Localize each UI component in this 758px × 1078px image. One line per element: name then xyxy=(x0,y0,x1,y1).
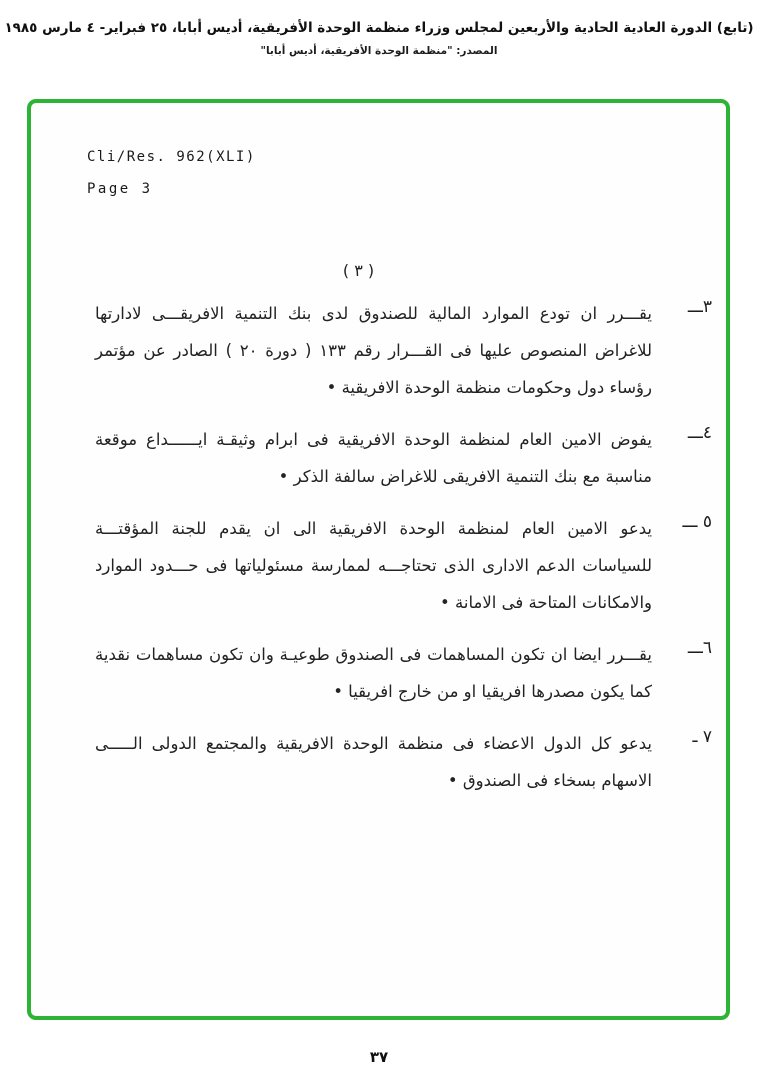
document-page-label: Page 3 xyxy=(87,181,153,197)
paragraph-text: يفوض الامين العام لمنظمة الوحدة الافريقية فى ابرام وثيقـة ايــــــداع موقعة مناسبة مع بنك التنمية الافريقى للاغراض سالفة الذكر • xyxy=(95,430,652,486)
resolution-paragraph xyxy=(83,725,712,799)
source-line: المصدر: "منظمة الوحدة الأفريقية، أديس أبابا" xyxy=(260,45,498,57)
paragraph-number: ٦ـــ xyxy=(687,638,712,658)
resolution-paragraph xyxy=(83,636,712,710)
document-reference: Cli/Res. 962(XLI) xyxy=(87,149,256,165)
paragraph-text: يدعو الامين العام لمنظمة الوحدة الافريقية الى ان يقدم للجنة المؤقتـــة للسياسات الدعم الادارى الذى تحتاجـــه لممارسة مسئولياتها فى حـــدود الموارد والامكانات المتاحة فى الامانة • xyxy=(95,519,652,612)
resolution-paragraph xyxy=(83,421,712,495)
paragraph-text: يقـــرر ان تودع الموارد المالية للصندوق لدى بنك التنمية الافريقـــى لادارتها للاغراض المنصوص عليها فى القـــرار رقم ١٣٣ ( دورة ٢٠ ) الصادر عن مؤتمر رؤساء دول وحكومات منظمة الوحدة الافريقية • xyxy=(95,304,653,397)
session-title: (تابع) الدورة العادية الحادية والأربعين لمجلس وزراء منظمة الوحدة الأفريقية، أديس أبابا، ٢٥ فبراير- ٤ مارس ١٩٨٥ xyxy=(4,20,754,36)
paragraph-text: يقـــرر ايضا ان تكون المساهمات فى الصندوق طوعيـة وان تكون مساهمات نقدية كما يكون مصدرها افريقيا او من خارج افريقيا • xyxy=(95,645,652,701)
paragraph-text: يدعو كل الدول الاعضاء فى منظمة الوحدة الافريقية والمجتمع الدولى الـــــى الاسهام بسخاء فى الصندوق • xyxy=(95,734,652,790)
paragraph-number: ٤ـــ xyxy=(687,423,712,443)
resolution-paragraphs xyxy=(83,295,712,814)
paragraph-number: ٣ـــ xyxy=(687,297,712,317)
page-header xyxy=(0,20,758,57)
paragraph-number: ٧ ـ xyxy=(692,727,712,747)
paragraph-number: ٥ ـــ xyxy=(682,512,712,532)
page-number: ٣٧ xyxy=(369,1048,389,1066)
resolution-paragraph xyxy=(83,510,712,621)
section-number-heading: ( ٣ ) xyxy=(342,261,375,280)
resolution-paragraph xyxy=(83,295,712,406)
scanned-document-frame xyxy=(27,99,730,1020)
